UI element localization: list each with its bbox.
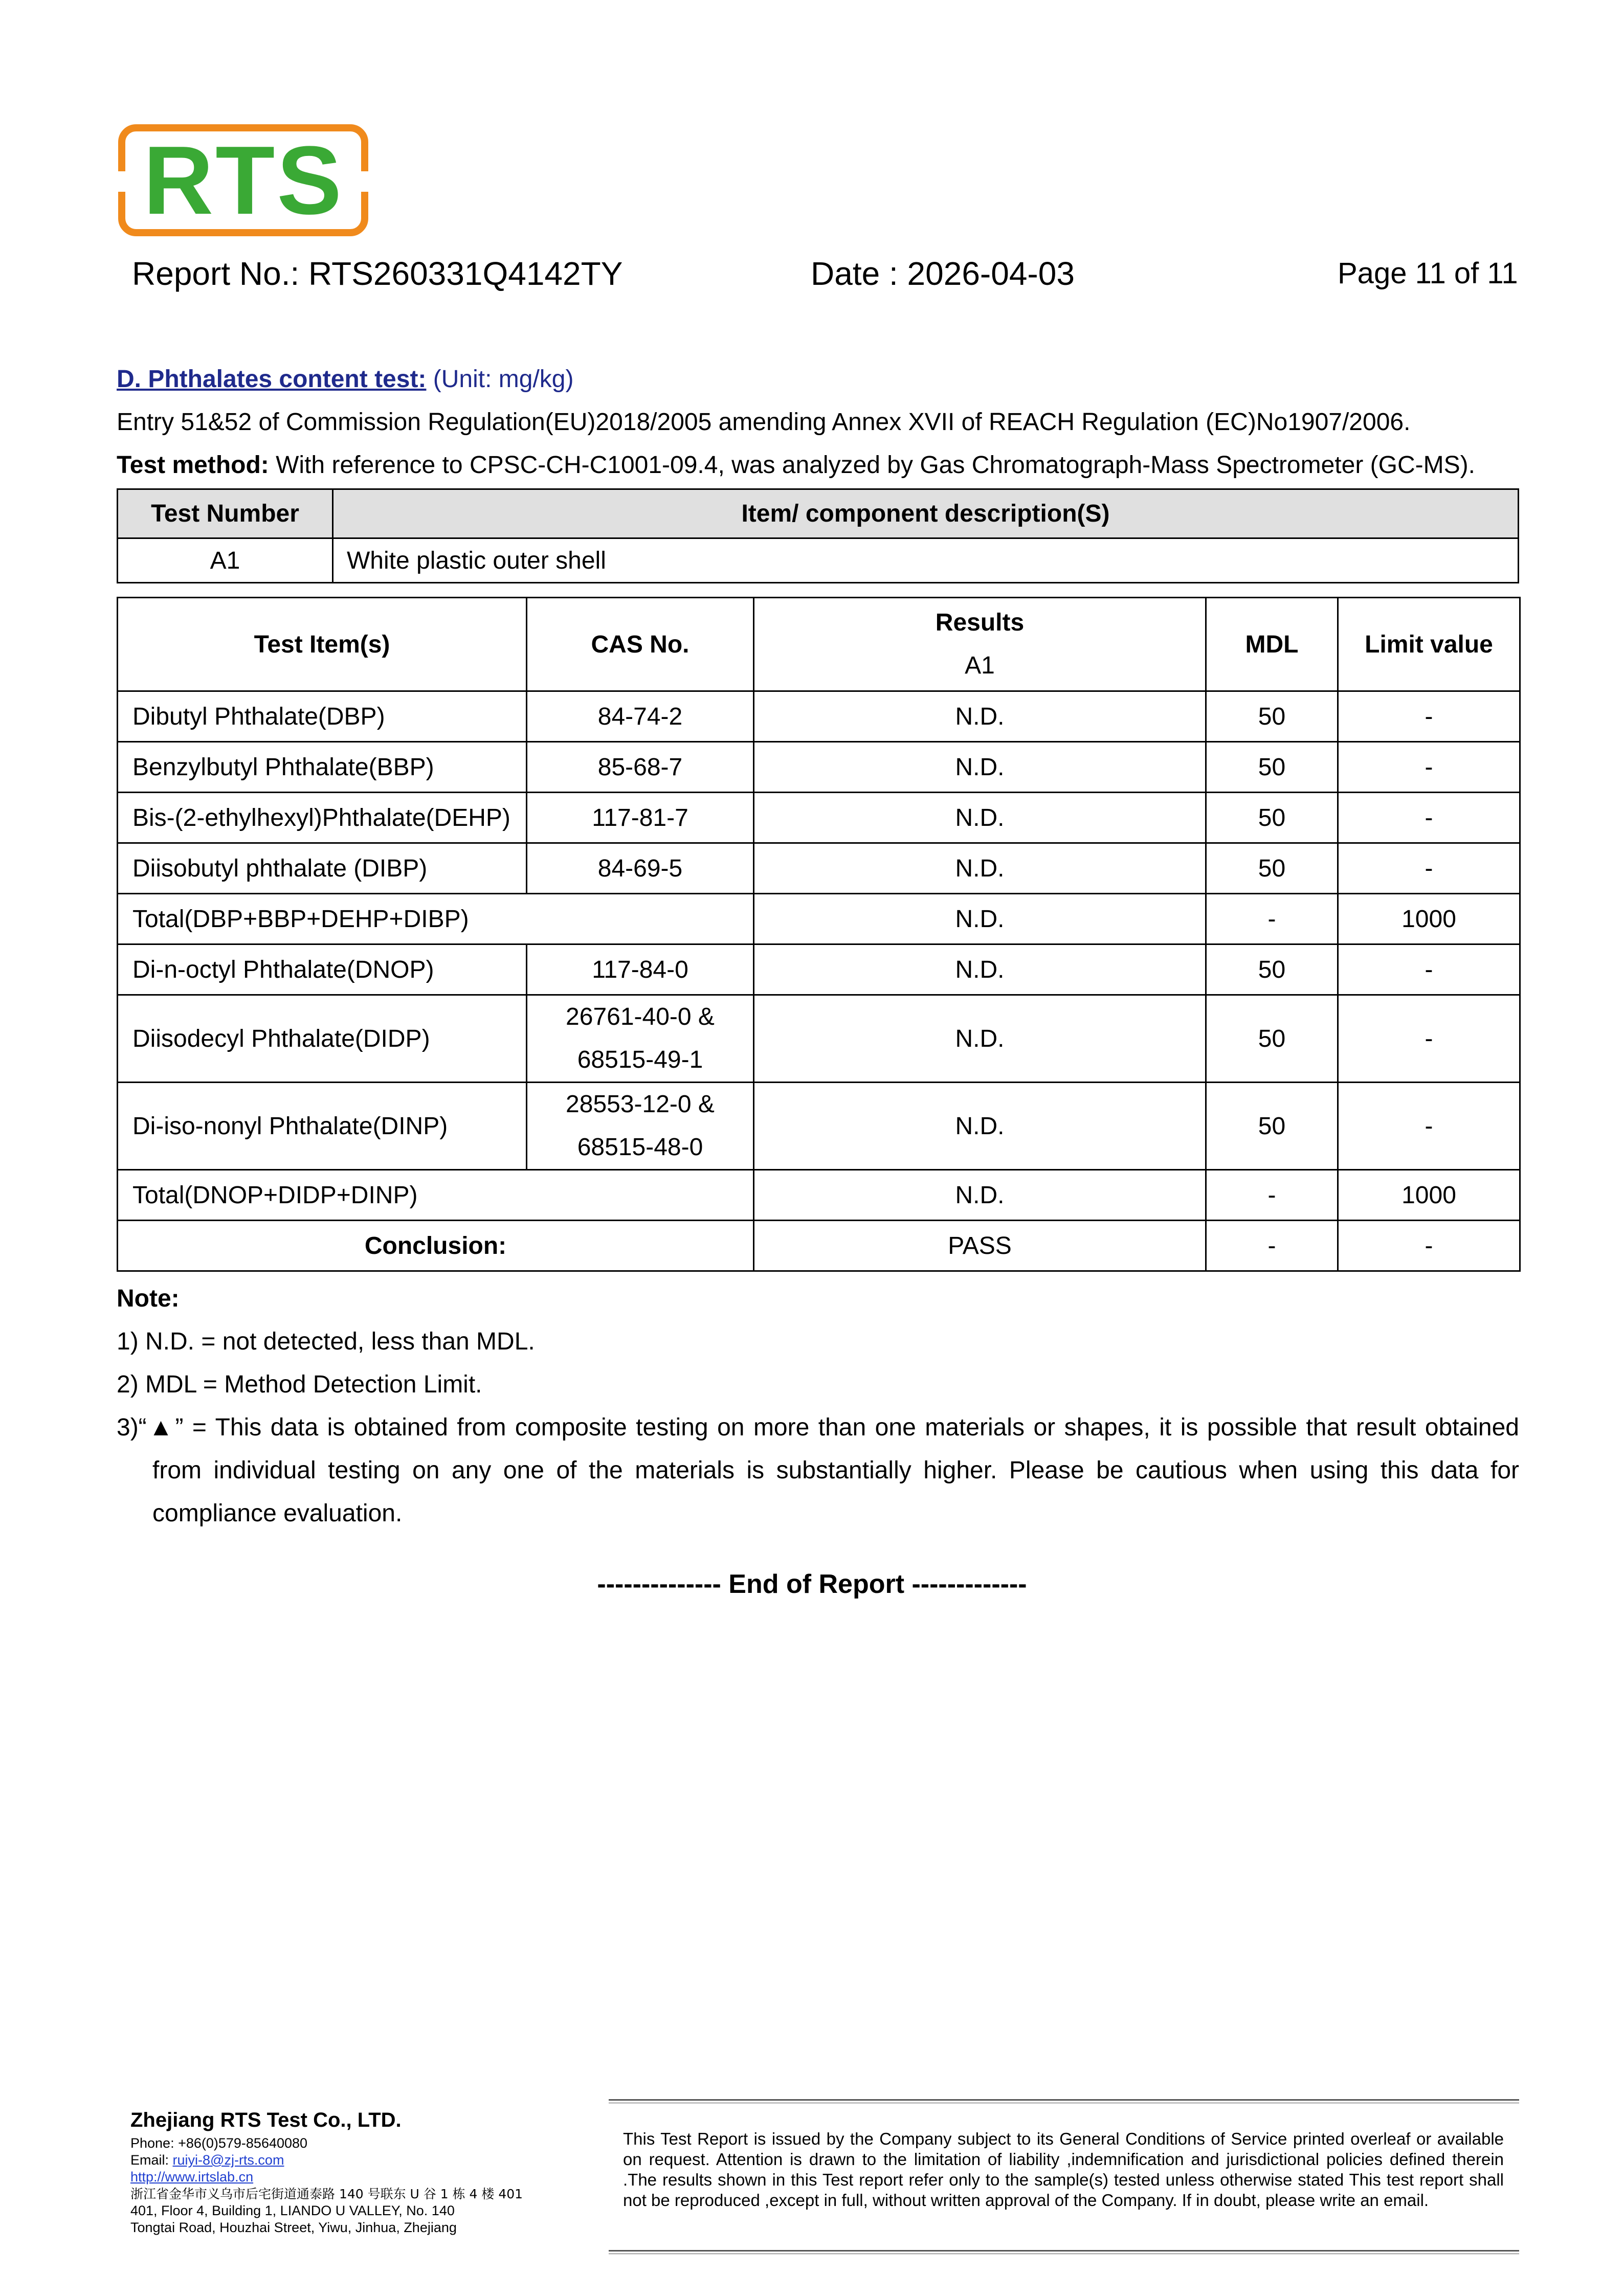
- mdl-value: 50: [1206, 995, 1338, 1083]
- section-unit: (Unit: mg/kg): [426, 366, 574, 393]
- mdl-value: 50: [1206, 793, 1338, 843]
- section-title: D. Phthalates content test:: [117, 366, 427, 393]
- footer-divider-bottom: [609, 2250, 1519, 2254]
- test-method-text: With reference to CPSC-CH-C1001-09.4, was analyzed by Gas Chromatograph-Mass Spectrometer (GC-MS).: [269, 452, 1475, 479]
- table-row: [118, 538, 1519, 583]
- header-results-label: Results: [935, 609, 1025, 636]
- result-value: N.D.: [754, 793, 1206, 843]
- conclusion-result: PASS: [754, 1221, 1206, 1271]
- footer-company: Zhejiang RTS Test Co., LTD.: [130, 2109, 402, 2131]
- header-results-sample: A1: [965, 652, 995, 679]
- note-3: 3)“▲” = This data is obtained from composite testing on more than one materials or shapes, it is possible that result obtained from individual testing on any one of the materials is substantially higher. Please be cautious when using this data for compliance evaluation.: [117, 1414, 1519, 1527]
- table-row-total: [118, 1170, 1520, 1221]
- mdl-value: -: [1206, 894, 1338, 944]
- result-value: N.D.: [754, 843, 1206, 894]
- footer-address-line2: Tongtai Road, Houzhai Street, Yiwu, Jinhua, Zhejiang: [130, 2220, 457, 2235]
- table-row: [118, 944, 1520, 995]
- section-heading: [117, 364, 573, 395]
- table-row: [118, 793, 1520, 843]
- cas-number-line: 68515-48-0: [577, 1134, 703, 1161]
- sample-description: White plastic outer shell: [333, 538, 1519, 583]
- test-item: Diisodecyl Phthalate(DIDP): [118, 995, 527, 1083]
- header-test-item: Test Item(s): [118, 598, 527, 691]
- footer-phone: Phone: +86(0)579-85640080: [130, 2135, 308, 2151]
- header-results: [754, 598, 1206, 691]
- table-row: [118, 995, 1520, 1083]
- limit-value: -: [1338, 1083, 1520, 1170]
- svg-text:RTS: RTS: [143, 126, 344, 235]
- limit-value: -: [1338, 793, 1520, 843]
- cas-number-line: 26761-40-0 &: [566, 1003, 715, 1030]
- conclusion-label: Conclusion:: [118, 1221, 754, 1271]
- test-item: Bis-(2-ethylhexyl)Phthalate(DEHP): [118, 793, 527, 843]
- footer-website-link[interactable]: http://www.irtslab.cn: [130, 2169, 254, 2185]
- header-limit: Limit value: [1338, 598, 1520, 691]
- table-row: [118, 1083, 1520, 1170]
- conclusion-limit: -: [1338, 1221, 1520, 1271]
- footer-address-line1: 401, Floor 4, Building 1, LIANDO U VALLEY, No. 140: [130, 2203, 455, 2218]
- result-value: N.D.: [754, 691, 1206, 742]
- notes-title: Note:: [117, 1285, 180, 1312]
- test-item: Diisobutyl phthalate (DIBP): [118, 843, 527, 894]
- sample-table-header: [118, 489, 1519, 538]
- cas-number: [527, 995, 754, 1083]
- limit-value: -: [1338, 742, 1520, 793]
- limit-value: -: [1338, 995, 1520, 1083]
- test-item: Total(DBP+BBP+DEHP+DIBP): [118, 894, 754, 944]
- table-row: [118, 742, 1520, 793]
- test-item: Dibutyl Phthalate(DBP): [118, 691, 527, 742]
- result-value: N.D.: [754, 1170, 1206, 1221]
- table-row: [118, 843, 1520, 894]
- mdl-value: 50: [1206, 944, 1338, 995]
- sample-table: [117, 488, 1519, 583]
- table-row: [118, 691, 1520, 742]
- page-number: Page 11 of 11: [1338, 257, 1518, 290]
- footer-email-line: [130, 2152, 284, 2169]
- limit-value: -: [1338, 691, 1520, 742]
- mdl-value: 50: [1206, 742, 1338, 793]
- test-item: Di-iso-nonyl Phthalate(DINP): [118, 1083, 527, 1170]
- report-number: Report No.: RTS260331Q4142TY: [132, 255, 623, 292]
- rts-logo: [117, 123, 370, 238]
- results-table: [117, 597, 1521, 1272]
- test-item: Di-n-octyl Phthalate(DNOP): [118, 944, 527, 995]
- test-method-label: Test method:: [117, 452, 269, 479]
- note-2: 2) MDL = Method Detection Limit.: [117, 1371, 482, 1398]
- test-method: [117, 450, 1475, 481]
- footer-email-label: Email:: [130, 2152, 173, 2168]
- header-item-description: Item/ component description(S): [333, 489, 1519, 538]
- header-test-number: Test Number: [118, 489, 333, 538]
- regulation-text: Entry 51&52 of Commission Regulation(EU)2018/2005 amending Annex XVII of REACH Regulation (EC)No1907/2006.: [117, 409, 1411, 436]
- header-cas: CAS No.: [527, 598, 754, 691]
- cas-number: 117-81-7: [527, 793, 754, 843]
- end-of-report: -------------- End of Report -------------: [597, 1569, 1027, 1599]
- note-1: 1) N.D. = not detected, less than MDL.: [117, 1328, 535, 1355]
- mdl-value: 50: [1206, 1083, 1338, 1170]
- limit-value: -: [1338, 944, 1520, 995]
- mdl-value: -: [1206, 1170, 1338, 1221]
- cas-number: 85-68-7: [527, 742, 754, 793]
- results-header: [118, 598, 1520, 691]
- header-mdl: MDL: [1206, 598, 1338, 691]
- cas-number: 84-74-2: [527, 691, 754, 742]
- conclusion-mdl: -: [1206, 1221, 1338, 1271]
- footer-address-cn: 浙江省金华市义乌市后宅街道通泰路 140 号联东 U 谷 1 栋 4 楼 401: [130, 2187, 523, 2201]
- mdl-value: 50: [1206, 691, 1338, 742]
- test-item: Total(DNOP+DIDP+DINP): [118, 1170, 754, 1221]
- notes: [117, 1277, 1519, 1535]
- conclusion-row: [118, 1221, 1520, 1271]
- result-value: N.D.: [754, 1083, 1206, 1170]
- footer-divider-top: [609, 2099, 1519, 2103]
- result-value: N.D.: [754, 894, 1206, 944]
- result-value: N.D.: [754, 944, 1206, 995]
- sample-id: A1: [118, 538, 333, 583]
- result-value: N.D.: [754, 995, 1206, 1083]
- cas-number: 117-84-0: [527, 944, 754, 995]
- test-item: Benzylbutyl Phthalate(BBP): [118, 742, 527, 793]
- report-date: Date : 2026-04-03: [811, 255, 1075, 292]
- cas-number: [527, 1083, 754, 1170]
- mdl-value: 50: [1206, 843, 1338, 894]
- cas-number-line: 28553-12-0 &: [566, 1091, 715, 1118]
- footer-disclaimer: This Test Report is issued by the Company subject to its General Conditions of Service printed overleaf or available on request. Attention is drawn to the limitation of liability ,indemnification and jurisdictional policies defined therein .The results shown in this Test report refer only to the sample(s) tested unless otherwise stated This test report shall not be reproduced ,except in full, without written approval of the Company. If in doubt, please write an email.: [623, 2129, 1504, 2210]
- result-value: N.D.: [754, 742, 1206, 793]
- cas-number: 84-69-5: [527, 843, 754, 894]
- limit-value: -: [1338, 843, 1520, 894]
- table-row-total: [118, 894, 1520, 944]
- limit-value: 1000: [1338, 894, 1520, 944]
- footer-email-link[interactable]: ruiyi-8@zj-rts.com: [172, 2152, 284, 2168]
- limit-value: 1000: [1338, 1170, 1520, 1221]
- cas-number-line: 68515-49-1: [577, 1046, 703, 1073]
